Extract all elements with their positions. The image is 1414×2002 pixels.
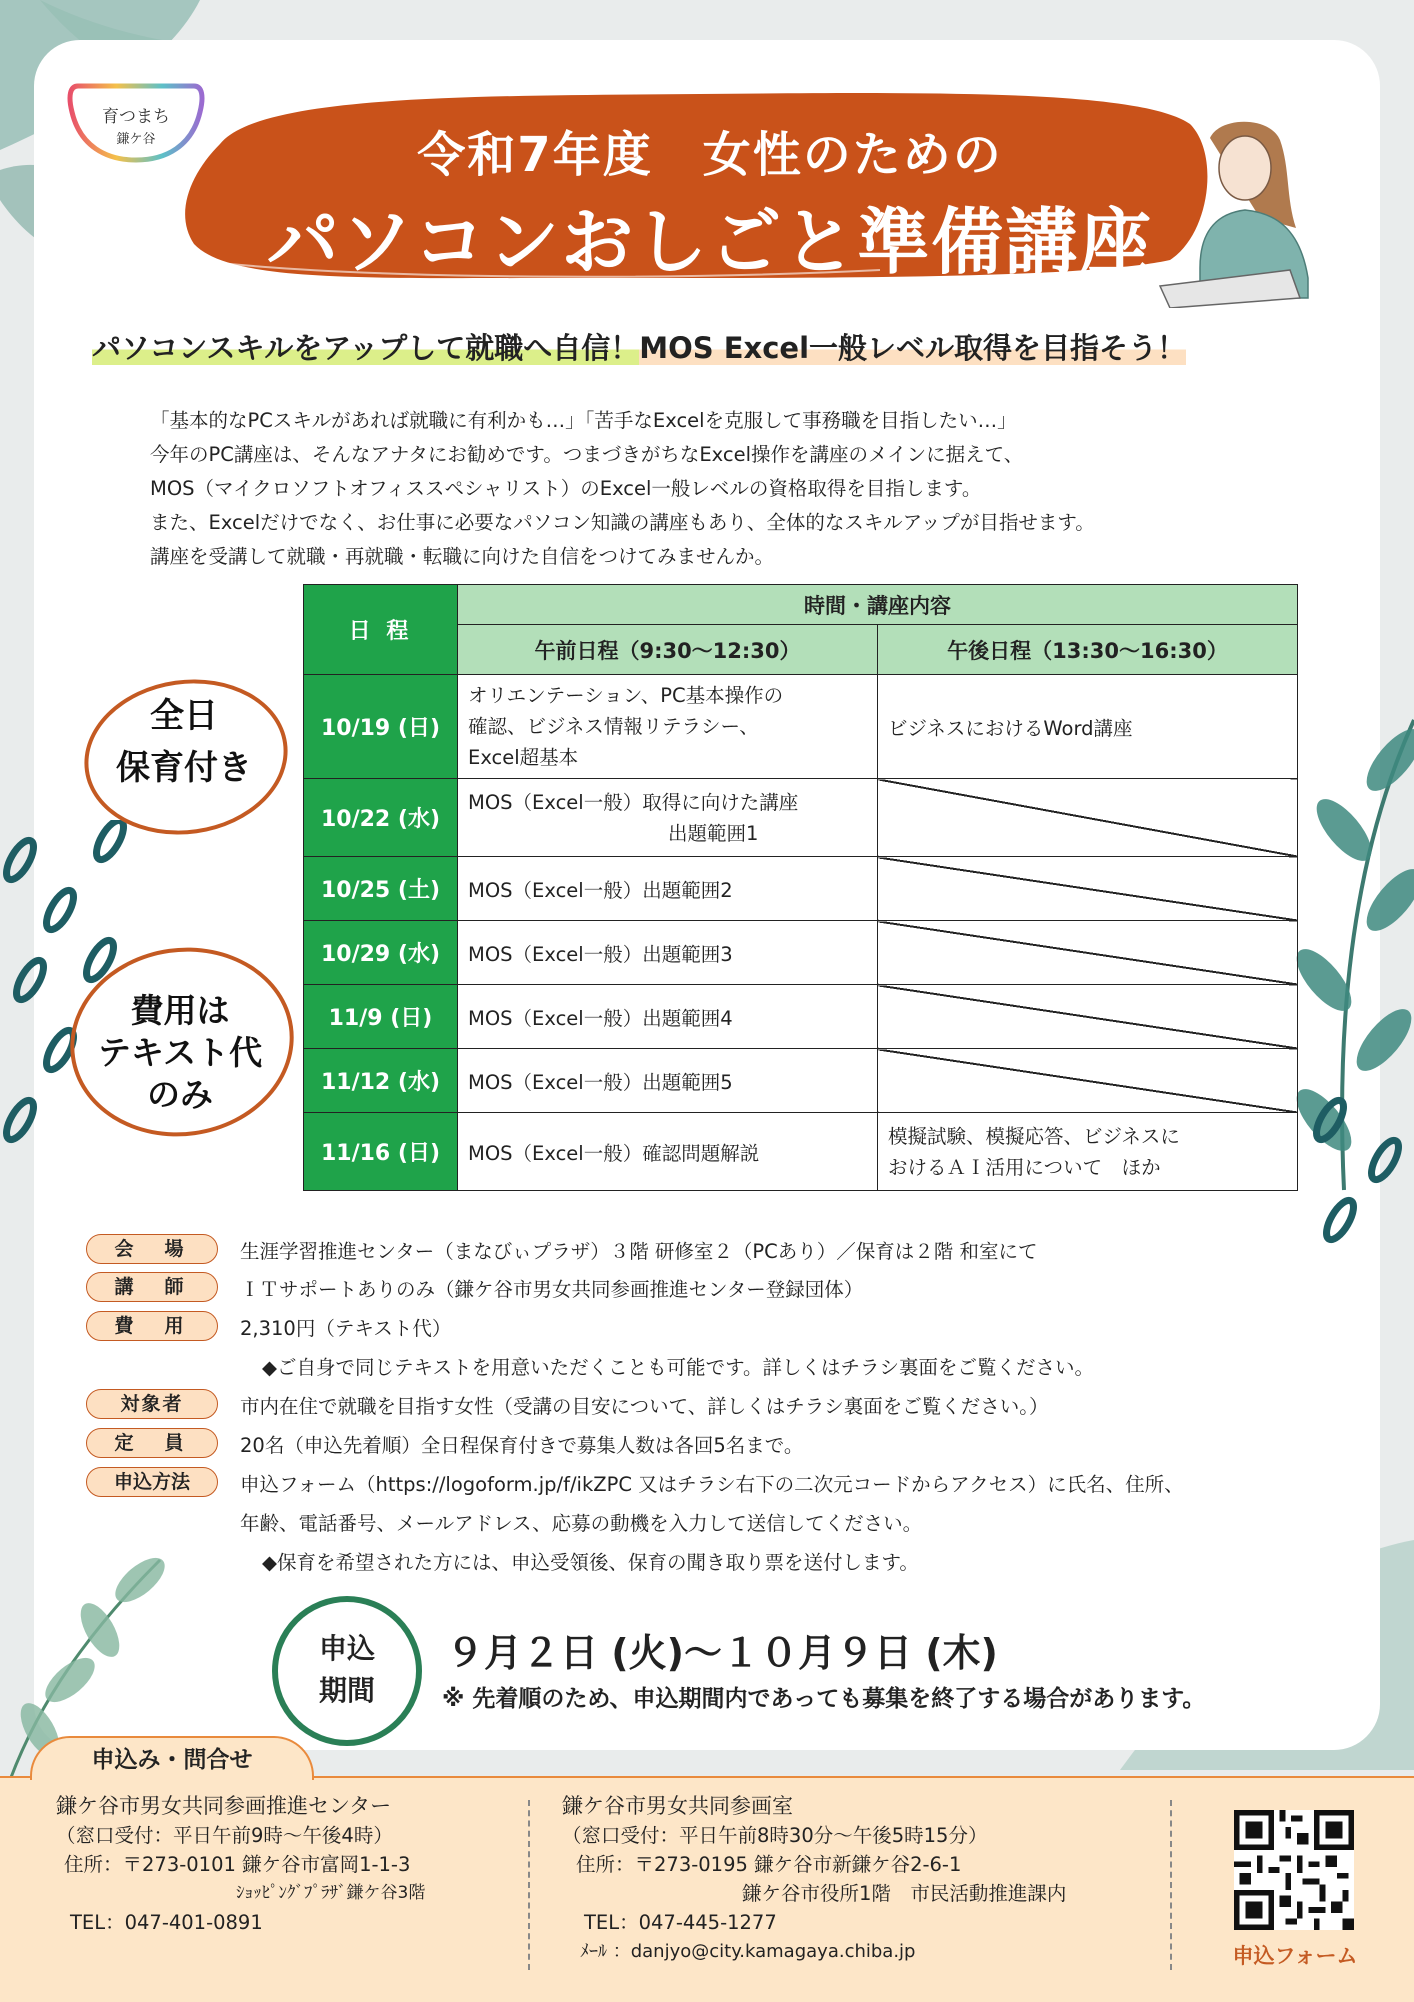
period-label <box>278 1628 416 1712</box>
childcare-badge-line1: 全日 <box>150 696 218 736</box>
row-date: 10/25 (土) <box>304 857 458 921</box>
intro-paragraph <box>150 404 1310 574</box>
intro-line: 「基本的なPCスキルがあれば就職に有利かも…」「苦手なExcelを克服して事務職を目指したい…」 <box>150 409 1017 432</box>
row-am: MOS（Excel一般）出題範囲3 <box>458 921 878 985</box>
apply-value-2: 年齢、電話番号、メールアドレス、応募の動機を入力して送信してください。 <box>240 1512 923 1535</box>
table-row <box>304 779 1298 857</box>
cost-badge <box>70 990 290 1116</box>
apply-value-1: 申込フォーム（https://logoform.jp/f/ikZPC 又はチラシ右下の二次元コードからアクセス）に氏名、住所、 <box>240 1473 1184 1496</box>
row-am: MOS（Excel一般）出題範囲4 <box>458 985 878 1049</box>
intro-line: 講座を受講して就職・再就職・転職に向けた自信をつけてみませんか。 <box>150 545 775 568</box>
pm-line: 模擬試験、模擬応答、ビジネスに <box>888 1124 1180 1148</box>
footer-divider <box>528 1800 530 1970</box>
target-value: 市内在住で就職を目指す女性（受講の目安について、詳しくはチラシ裏面をご覧ください。） <box>240 1395 1049 1418</box>
period-label-2: 期間 <box>318 1674 375 1707</box>
logo-text-main: 育つまち <box>102 107 170 127</box>
title-line-2: パソコンおしごと準備講座 <box>266 200 1154 284</box>
venue-value: 生涯学習推進センター（まなびぃプラザ）３階 研修室２（PCあり）／保育は２階 和室にて <box>240 1240 1038 1263</box>
row-am: MOS（Excel一般）確認問題解説 <box>458 1113 878 1191</box>
table-row <box>304 985 1298 1049</box>
header-pm: 午後日程（13:30〜16:30） <box>878 625 1298 675</box>
period-dates: ９月２日 (火)〜１０月９日 (木) <box>446 1631 998 1675</box>
center-address-1: 住所：〒273-0101 鎌ケ谷市富岡1-1-3 <box>64 1853 411 1876</box>
contact-footer-tab: 申込み・問合せ <box>30 1736 314 1780</box>
row-pm: ビジネスにおけるWord講座 <box>878 675 1298 779</box>
center-address-2: ｼｮｯﾋﾟﾝｸﾞﾌﾟﾗｻﾞ鎌ケ谷3階 <box>236 1883 426 1903</box>
center-name: 鎌ケ谷市男女共同参画推進センター <box>56 1794 392 1818</box>
pm-line: おけるＡＩ活用について ほか <box>888 1155 1161 1179</box>
am-line: 出題範囲1 <box>668 821 759 845</box>
row-pm <box>878 1113 1298 1191</box>
office-address-1: 住所：〒273-0195 鎌ケ谷市新鎌ケ谷2-6-1 <box>576 1853 962 1876</box>
row-date: 11/16 (日) <box>304 1113 458 1191</box>
row-pm-empty <box>878 1049 1298 1113</box>
table-row <box>304 1113 1298 1191</box>
woman-at-laptop-illustration <box>1140 118 1350 308</box>
capacity-label: 定 員 <box>86 1428 218 1458</box>
header-am: 午前日程（9:30〜12:30） <box>458 625 878 675</box>
schedule-table <box>303 584 1298 1191</box>
center-tel: TEL：047-401-0891 <box>70 1911 263 1934</box>
row-date: 10/29 (水) <box>304 921 458 985</box>
am-line: 確認、ビジネス情報リテラシー、 <box>468 715 759 738</box>
qr-code[interactable] <box>1234 1810 1354 1930</box>
row-pm-empty <box>878 985 1298 1049</box>
fee-label: 費 用 <box>86 1311 218 1341</box>
row-pm-empty <box>878 779 1298 857</box>
intro-line: また、Excelだけでなく、お仕事に必要なパソコン知識の講座もあり、全体的なスキルアップが目指せます。 <box>150 511 1095 534</box>
office-name: 鎌ケ谷市男女共同参画室 <box>562 1794 793 1818</box>
venue-label: 会 場 <box>86 1234 218 1264</box>
row-date: 11/12 (水) <box>304 1049 458 1113</box>
apply-label: 申込方法 <box>86 1467 218 1497</box>
intro-line: MOS（マイクロソフトオフィススペシャリスト）のExcel一般レベルの資格取得を目指します。 <box>150 477 982 500</box>
cost-badge-line1: 費用は <box>130 991 230 1030</box>
subtitle-part-2: MOS Excel一般レベル取得を目指そう！ <box>639 331 1187 365</box>
capacity-value: 20名（申込先着順）全日程保育付きで募集人数は各回5名まで。 <box>240 1434 804 1457</box>
period-label-1: 申込 <box>318 1632 375 1665</box>
title-line-1: 令和7年度 女性のための <box>417 127 1003 183</box>
period-note: ※ 先着順のため、申込期間内であっても募集を終了する場合があります。 <box>442 1686 1206 1712</box>
office-mail: ﾒｰﾙ ：danjyo@city.kamagaya.chiba.jp <box>580 1941 916 1962</box>
row-date: 10/22 (水) <box>304 779 458 857</box>
lecturer-value: ＩＴサポートありのみ（鎌ケ谷市男女共同参画推進センター登録団体） <box>240 1278 864 1301</box>
header-date: 日 程 <box>304 585 458 675</box>
am-line: オリエンテーション、PC基本操作の <box>468 684 784 707</box>
office-tel: TEL：047-445-1277 <box>584 1911 777 1934</box>
childcare-badge-line2: 保育付き <box>116 748 252 788</box>
row-pm-empty <box>878 921 1298 985</box>
table-row <box>304 921 1298 985</box>
table-row <box>304 1049 1298 1113</box>
contact-office <box>562 1792 1066 1966</box>
subtitle-part-1: パソコンスキルをアップして就職へ自信！ <box>92 331 640 365</box>
row-am: MOS（Excel一般）出題範囲5 <box>458 1049 878 1113</box>
lecturer-label: 講 師 <box>86 1272 218 1302</box>
subtitle-tagline <box>92 326 1352 367</box>
intro-line: 今年のPC講座は、そんなアナタにお勧めです。つまづきがちなExcel操作を講座のメインに据えて、 <box>150 443 1024 466</box>
table-row <box>304 857 1298 921</box>
row-am: MOS（Excel一般）出題範囲2 <box>458 857 878 921</box>
seed-pattern-decoration-right <box>1300 1090 1414 1270</box>
logo-text-city: 鎌ケ谷 <box>116 132 156 147</box>
qr-label: 申込フォーム <box>1232 1944 1358 1968</box>
cost-badge-line2: テキスト代 <box>97 1033 263 1072</box>
target-label: 対象者 <box>86 1389 218 1419</box>
office-hours: （窓口受付：平日午前8時30分〜午後5時15分） <box>562 1824 988 1847</box>
row-date: 11/9 (日) <box>304 985 458 1049</box>
row-am <box>458 675 878 779</box>
table-row <box>304 675 1298 779</box>
cost-badge-line3: のみ <box>147 1075 213 1114</box>
am-line: MOS（Excel一般）取得に向けた講座 <box>468 790 799 814</box>
apply-note: ◆保育を希望された方には、申込受領後、保育の聞き取り票を送付します。 <box>262 1551 919 1574</box>
center-hours: （窓口受付：平日午前9時〜午後4時） <box>56 1824 393 1847</box>
contact-center <box>56 1792 425 1937</box>
office-address-2: 鎌ケ谷市役所1階 市民活動推進課内 <box>742 1882 1067 1905</box>
header-content: 時間・講座内容 <box>458 585 1298 625</box>
row-pm-empty <box>878 857 1298 921</box>
row-date: 10/19 (日) <box>304 675 458 779</box>
fee-value: 2,310円（テキスト代） <box>240 1317 452 1340</box>
am-line: Excel超基本 <box>468 746 579 769</box>
row-am <box>458 779 878 857</box>
fee-note: ◆ご自身で同じテキストを用意いただくことも可能です。詳しくはチラシ裏面をご覧ください。 <box>262 1356 1095 1379</box>
footer-divider <box>1170 1800 1172 1970</box>
childcare-badge <box>84 690 284 794</box>
